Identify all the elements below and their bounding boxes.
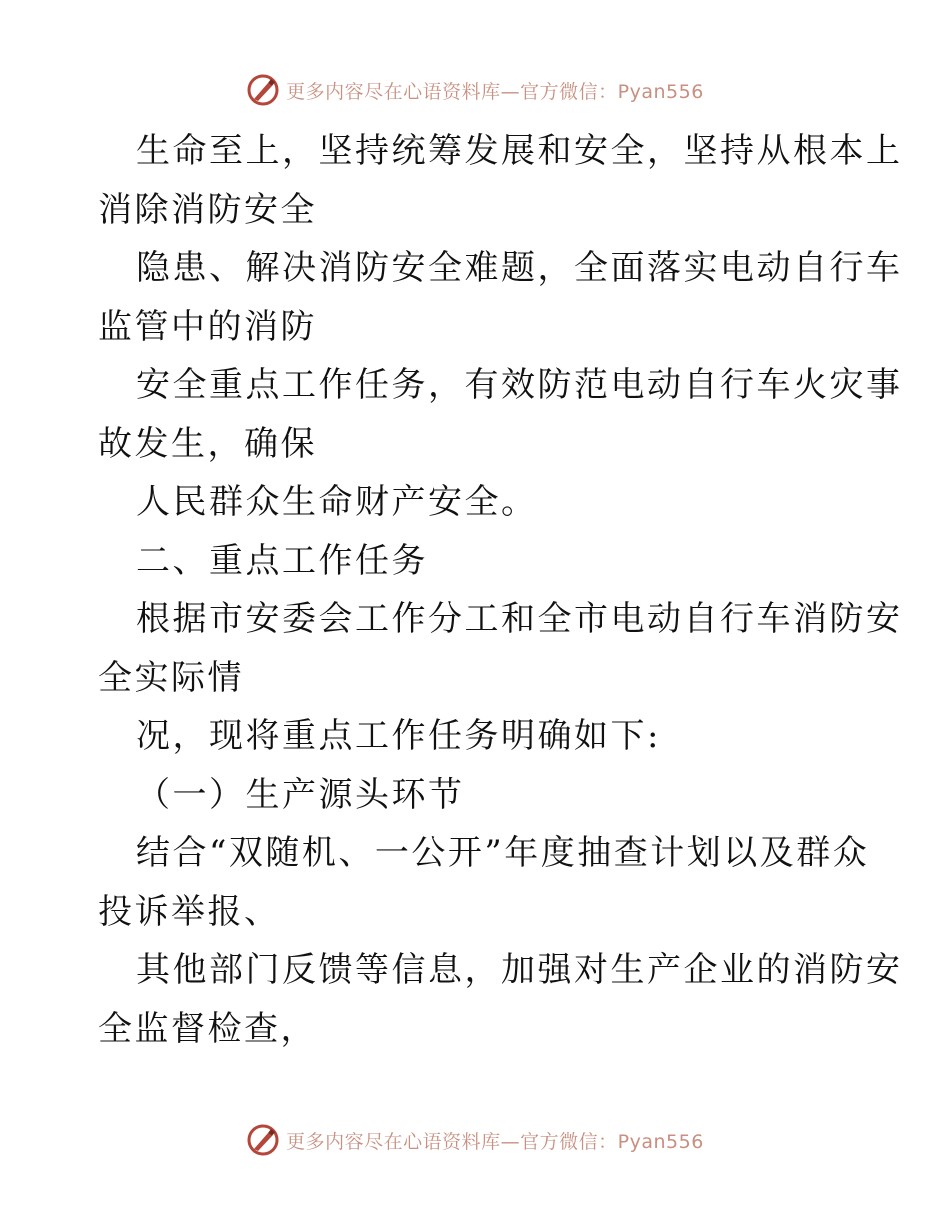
text-line: 其他部门反馈等信息，加强对生产企业的消防安 bbox=[136, 950, 903, 990]
text-line: 全监督检查， bbox=[98, 1008, 317, 1049]
pen-logo-icon bbox=[246, 73, 280, 107]
text-line: 全实际情 bbox=[98, 657, 244, 698]
text-line: 人民群众生命财产安全。 bbox=[136, 482, 538, 522]
text-line: 二、重点工作任务 bbox=[136, 540, 428, 581]
text-line: 生命至上，坚持统筹发展和安全，坚持从根本上 bbox=[136, 131, 903, 171]
text-line: 结合“双随机、一公开”年度抽查计划以及群众 bbox=[136, 833, 870, 873]
watermark-text: 更多内容尽在心语资料库—官方微信：Pyan556 bbox=[286, 80, 704, 103]
header-watermark bbox=[0, 72, 950, 108]
pen-logo-icon bbox=[246, 1123, 280, 1157]
text-line: 况，现将重点工作任务明确如下: bbox=[136, 716, 661, 756]
text-line: 根据市安委会工作分工和全市电动自行车消防安 bbox=[136, 599, 903, 639]
document-body bbox=[98, 122, 903, 1058]
text-line: 隐患、解决消防安全难题，全面落实电动自行车 bbox=[136, 248, 903, 288]
text-line: （一）生产源头环节 bbox=[136, 774, 465, 815]
text-line: 监管中的消防 bbox=[98, 306, 317, 347]
footer-watermark bbox=[0, 1122, 950, 1158]
text-line: 投诉举报、 bbox=[98, 891, 281, 932]
text-line: 故发生，确保 bbox=[98, 423, 317, 464]
text-line: 安全重点工作任务，有效防范电动自行车火灾事 bbox=[136, 365, 903, 405]
text-line: 消除消防安全 bbox=[98, 189, 317, 230]
watermark-text: 更多内容尽在心语资料库—官方微信：Pyan556 bbox=[286, 1130, 704, 1153]
